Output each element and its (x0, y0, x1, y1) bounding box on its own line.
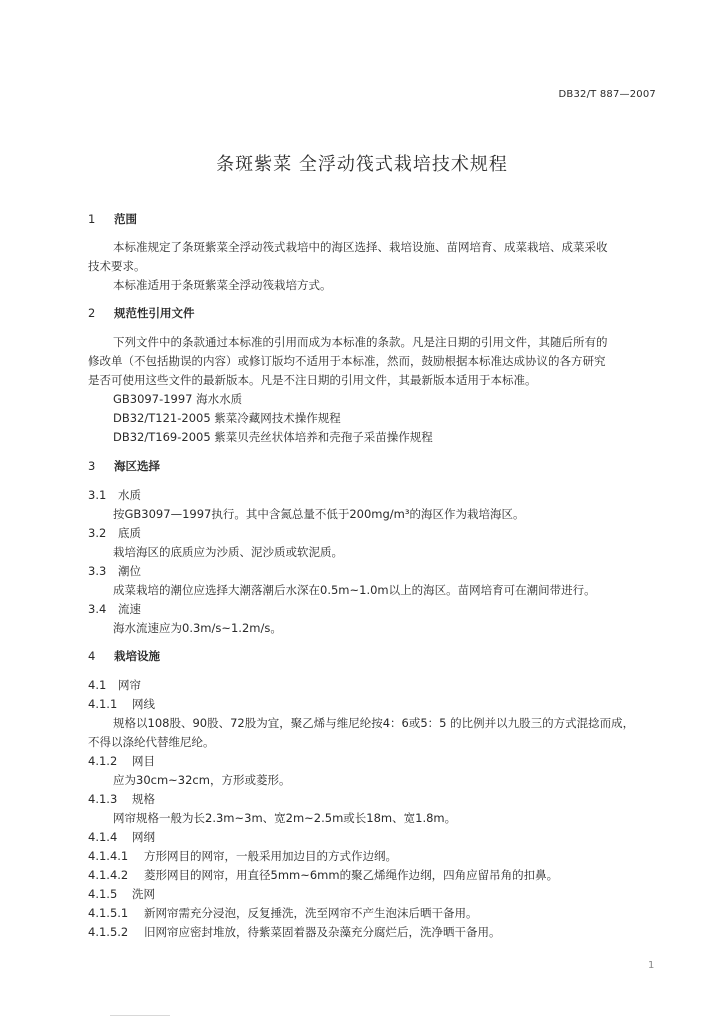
subsection-number: 3.1 (88, 488, 107, 502)
paragraph-line: 本标准适用于条斑紫菜全浮动筏栽培方式。 (113, 278, 332, 292)
section-number: 4 (88, 649, 96, 663)
section-3-heading (88, 458, 160, 474)
subsection-number: 3.4 (88, 602, 107, 616)
section-title: 海区选择 (114, 459, 160, 473)
subsection-number: 4.1.3 (88, 792, 118, 806)
subsection-number: 4.1.5 (88, 887, 118, 901)
clause-line (88, 867, 558, 883)
subsection-title: 洗网 (132, 887, 155, 901)
subsection-title: 流速 (118, 602, 141, 616)
subsection-heading (88, 525, 141, 541)
subsection-number: 4.1.2 (88, 754, 118, 768)
subsection-heading (88, 791, 155, 807)
subsection-number: 3.3 (88, 564, 107, 578)
paragraph-line: 栽培海区的底质应为沙质、泥沙质或软泥质。 (113, 545, 343, 559)
section-4-heading (88, 648, 160, 664)
subsection-number: 3.2 (88, 526, 107, 540)
clause-number: 4.1.4.2 (88, 868, 129, 882)
clause-text: 新网帘需充分浸泡，反复捶洗，洗至网帘不产生泡沫后晒干备用。 (144, 906, 478, 920)
section-number: 2 (88, 306, 96, 320)
subsection-title: 水质 (118, 488, 141, 502)
paragraph-line: 下列文件中的条款通过本标准的引用而成为本标准的条款。凡是注日期的引用文件，其随后所有的 (113, 335, 608, 349)
scan-artifact (110, 1015, 170, 1016)
subsection-title: 网目 (132, 754, 155, 768)
subsection-heading (88, 696, 155, 712)
section-number: 3 (88, 459, 96, 473)
paragraph-line: 规格以108股、90股、72股为宜，聚乙烯与维尼纶按4：6或5：5 的比例并以九股三的方式混捻而成， (113, 716, 635, 730)
clause-line (88, 905, 478, 921)
paragraph-line: 按GB3097—1997执行。其中含氮总量不低于200mg/m³的海区作为栽培海区。 (113, 507, 525, 521)
standard-code: DB32/T 887—2007 (558, 89, 656, 100)
subsection-title: 网帘 (118, 678, 141, 692)
section-title: 范围 (114, 212, 137, 226)
subsection-heading (88, 601, 141, 617)
section-title: 栽培设施 (114, 649, 160, 663)
paragraph-line: 修改单（不包括勘误的内容）或修订版均不适用于本标准，然而，鼓励根据本标准达成协议的各方研究 (88, 354, 606, 368)
paragraph-line: 本标准规定了条斑紫菜全浮动筏式栽培中的海区选择、栽培设施、苗网培育、成菜栽培、成菜采收 (113, 240, 608, 254)
page-number: 1 (648, 960, 655, 971)
reference-item: GB3097-1997 海水水质 (113, 392, 243, 406)
subsection-heading (88, 829, 155, 845)
paragraph-line: 技术要求。 (88, 259, 146, 273)
paragraph-line: 成菜栽培的潮位应选择大潮落潮后水深在0.5m~1.0m以上的海区。苗网培育可在潮间带进行。 (113, 583, 596, 597)
subsection-number: 4.1.4 (88, 830, 118, 844)
subsection-heading (88, 753, 155, 769)
reference-item: DB32/T169-2005 紫菜贝壳丝状体培养和壳孢子采苗操作规程 (113, 430, 433, 444)
subsection-title: 网纲 (132, 830, 155, 844)
subsection-title: 规格 (132, 792, 155, 806)
paragraph-line: 网帘规格一般为长2.3m~3m、宽2m~2.5m或长18m、宽1.8m。 (113, 811, 457, 825)
section-number: 1 (88, 212, 96, 226)
subsection-title: 潮位 (118, 564, 141, 578)
subsection-number: 4.1 (88, 678, 107, 692)
paragraph-line: 是否可使用这些文件的最新版本。凡是不注日期的引用文件，其最新版本适用于本标准。 (88, 373, 537, 387)
paragraph-line: 应为30cm~32cm，方形或菱形。 (113, 773, 291, 787)
clause-number: 4.1.5.2 (88, 925, 129, 939)
subsection-title: 底质 (118, 526, 141, 540)
document-title: 条斑紫菜 全浮动筏式栽培技术规程 (216, 154, 508, 175)
subsection-heading (88, 677, 141, 693)
clause-line (88, 848, 397, 864)
subsection-heading (88, 563, 141, 579)
subsection-title: 网线 (132, 697, 155, 711)
clause-text: 方形网目的网帘，一般采用加边目的方式作边纲。 (144, 849, 397, 863)
section-1-heading (88, 211, 137, 227)
paragraph-line: 海水流速应为0.3m/s~1.2m/s。 (113, 621, 282, 635)
clause-number: 4.1.5.1 (88, 906, 129, 920)
subsection-heading (88, 886, 155, 902)
clause-line (88, 924, 501, 940)
clause-number: 4.1.4.1 (88, 849, 129, 863)
subsection-heading (88, 487, 141, 503)
reference-item: DB32/T121-2005 紫菜冷藏网技术操作规程 (113, 411, 341, 425)
clause-text: 菱形网目的网帘，用直径5mm~6mm的聚乙烯绳作边纲，四角应留吊角的扣鼻。 (144, 868, 559, 882)
section-2-heading (88, 305, 195, 321)
clause-text: 旧网帘应密封堆放，待紫菜固着器及杂藻充分腐烂后，洗净晒干备用。 (144, 925, 501, 939)
subsection-number: 4.1.1 (88, 697, 118, 711)
paragraph-line: 不得以涤纶代替维尼纶。 (88, 735, 215, 749)
section-title: 规范性引用文件 (114, 306, 195, 320)
